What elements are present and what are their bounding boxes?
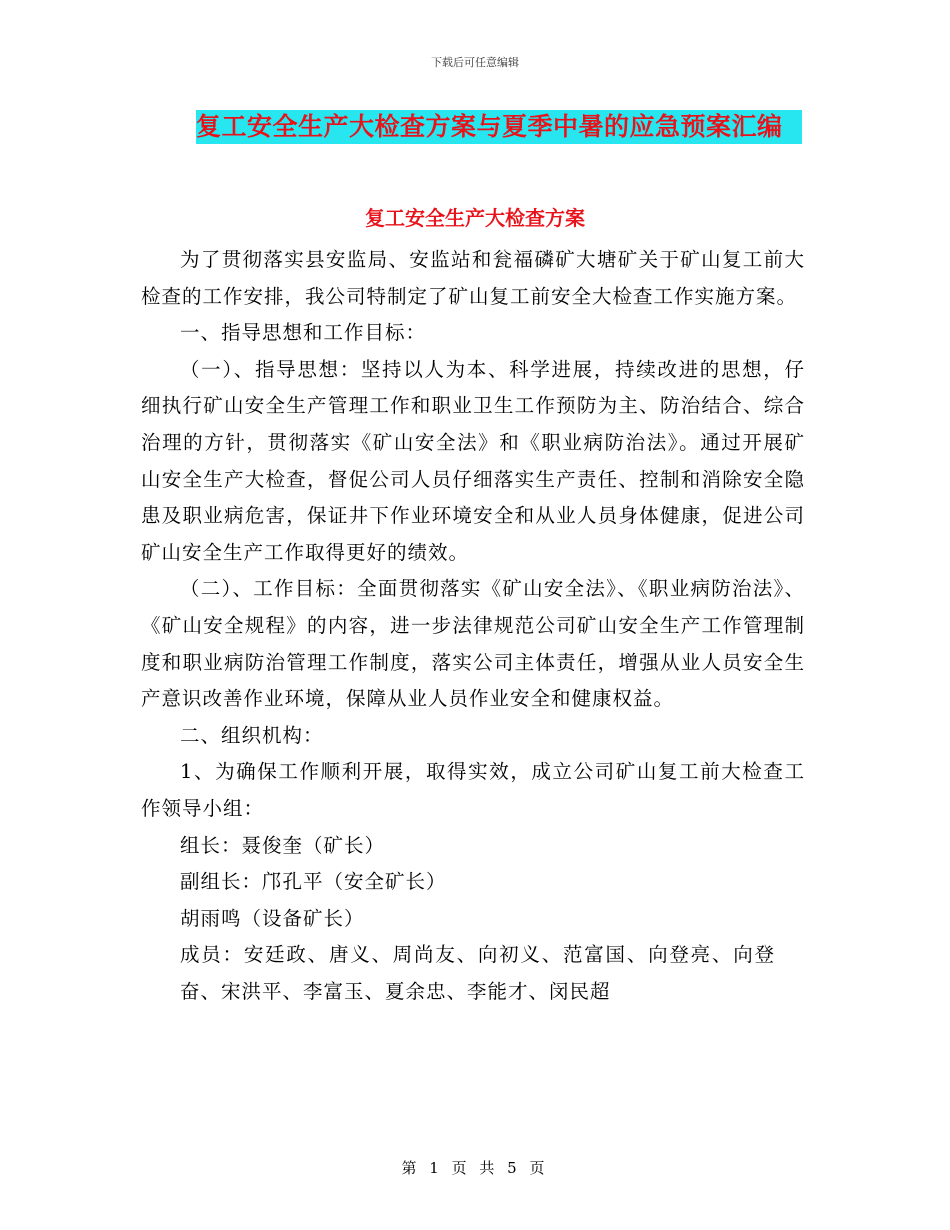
page-number-footer: 第 1 页 共 5 页 (401, 1159, 549, 1177)
document-main-title: 复工安全生产大检查方案与夏季中暑的应急预案汇编 (196, 110, 802, 144)
paragraph-work-goals: （二）、工作目标：全面贯彻落实《矿山安全法》、《职业病防治法》、《矿山安全规程》的内容，进一步法律规范公司矿山安全生产工作管理制度和职业病防治管理工作制度，落实公司主体责任，增强从业人员安全生产意识改善作业环境，保障从业人员作业安全和健康权益。 (141, 577, 805, 711)
section-title: 复工安全生产大检查方案 (365, 206, 585, 230)
list-item-members: 成员：安廷政、唐义、周尚友、向初义、范富国、向登亮、向登奋、宋洪平、李富玉、夏余忠、李能才、闵民超 (180, 943, 775, 1003)
header-note: 下载后可任意编辑 (431, 56, 519, 69)
paragraph-intro: 为了贯彻落实县安监局、安监站和瓮福磷矿大塘矿关于矿山复工前大检查的工作安排，我公司特制定了矿山复工前安全大检查工作实施方案。 (141, 248, 805, 308)
paragraph-leadership-group: 1、为确保工作顺利开展，取得实效，成立公司矿山复工前大检查工作领导小组： (141, 760, 805, 820)
list-item-deputy-leader-2: 胡雨鸣（设备矿长） (180, 906, 365, 930)
list-item-deputy-leader: 副组长：邝孔平（安全矿长） (180, 870, 447, 894)
paragraph-guiding-thought: （一）、指导思想：坚持以人为本、科学进展，持续改进的思想，仔细执行矿山安全生产管理工作和职业卫生工作预防为主、防治结合、综合治理的方针，贯彻落实《矿山安全法》和《职业病防治法》。通过开展矿山安全生产大检查，督促公司人员仔细落实生产责任、控制和消除安全隐患及职业病危害，保证井下作业环境安全和从业人员身体健康，促进公司矿山安全生产工作取得更好的绩效。 (141, 357, 805, 564)
document-body (141, 242, 805, 1010)
heading-organization: 二、组织机构： (180, 723, 324, 747)
heading-guiding-thought: 一、指导思想和工作目标： (180, 321, 427, 345)
list-item-leader: 组长：聂俊奎（矿长） (180, 833, 386, 857)
